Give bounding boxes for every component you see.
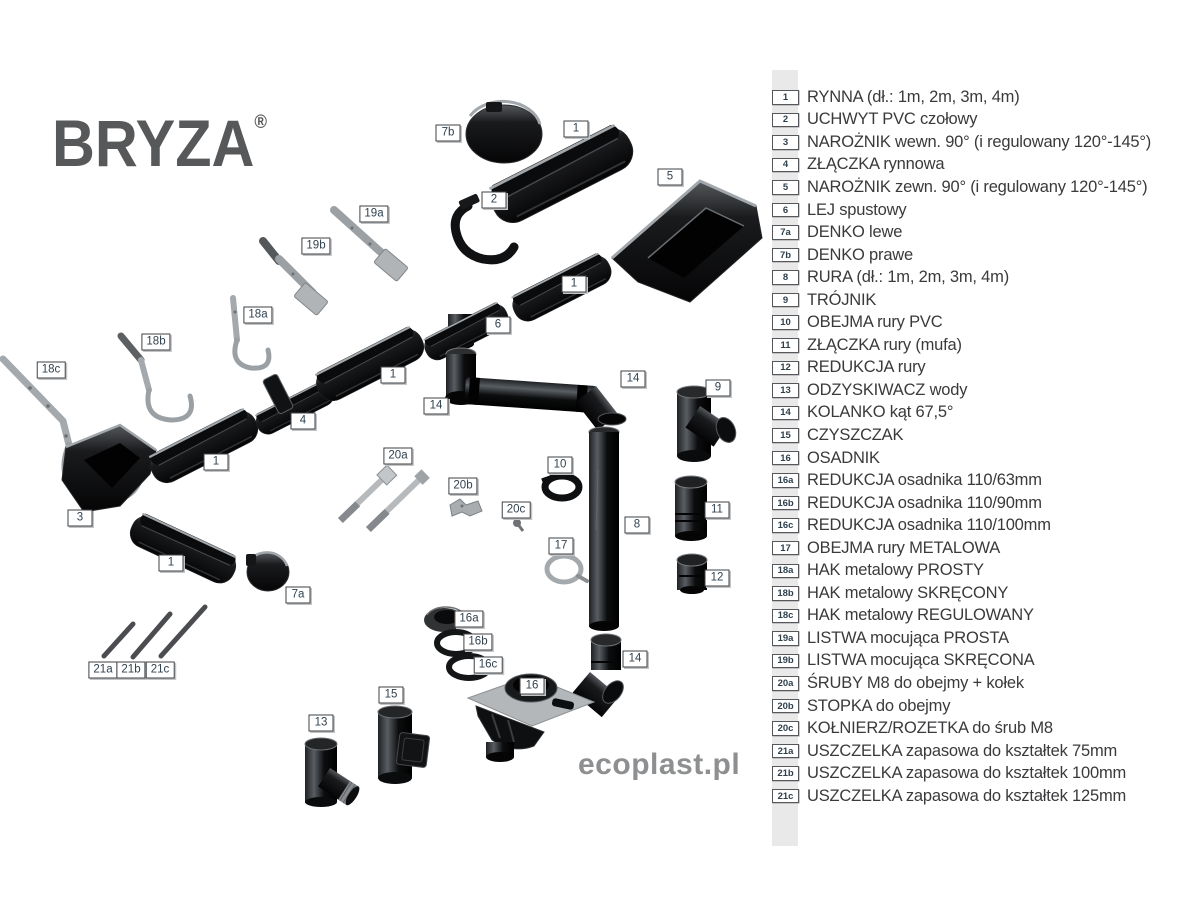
part-label-16a: 16a <box>454 611 483 628</box>
legend-item <box>772 514 1196 537</box>
part-label-3: 3 <box>68 510 93 527</box>
part-label-14: 14 <box>621 371 646 388</box>
part-label-1: 1 <box>564 121 589 138</box>
part-label-6: 6 <box>486 317 511 334</box>
legend-item-label: USZCZELKA zapasowa do kształtek 125mm <box>807 786 1127 805</box>
part-label-1: 1 <box>159 555 184 572</box>
legend-item-number: 15 <box>772 428 799 443</box>
part-label-19a: 19a <box>359 206 388 223</box>
legend-item-label: LISTWA mocująca SKRĘCONA <box>807 651 1035 670</box>
legend-item-label: UCHWYT PVC czołowy <box>807 110 978 129</box>
legend-item <box>772 672 1196 695</box>
legend-item-label: HAK metalowy SKRĘCONY <box>807 583 1009 602</box>
legend-item-number: 7a <box>772 225 799 240</box>
legend-item-number: 5 <box>772 180 799 195</box>
legend-item <box>772 244 1196 267</box>
legend-item-number: 19a <box>772 631 799 646</box>
legend-item-label: NAROŻNIK zewn. 90° (i regulowany 120°-145°) <box>807 177 1148 196</box>
legend-item-label: REDUKCJA osadnika 110/90mm <box>807 493 1042 512</box>
part-label-14: 14 <box>424 398 449 415</box>
legend-item <box>772 627 1196 650</box>
legend-item <box>772 582 1196 605</box>
legend-item-label: LISTWA mocująca PROSTA <box>807 628 1009 647</box>
legend-item <box>772 492 1196 515</box>
legend-item <box>772 154 1196 177</box>
legend-item-number: 21a <box>772 744 799 759</box>
legend-item <box>772 86 1196 109</box>
part-label-18a: 18a <box>243 307 272 324</box>
legend-item <box>772 762 1196 785</box>
legend-item <box>772 605 1196 628</box>
part-label-18c: 18c <box>37 362 66 379</box>
legend-item-label: STOPKA do obejmy <box>807 696 951 715</box>
legend-item <box>772 402 1196 425</box>
legend-item-label: RURA (dł.: 1m, 2m, 3m, 4m) <box>807 268 1010 287</box>
legend-item <box>772 537 1196 560</box>
legend-item-label: DENKO lewe <box>807 223 903 242</box>
legend-item-number: 17 <box>772 541 799 556</box>
part-label-2: 2 <box>482 192 507 209</box>
legend-item <box>772 695 1196 718</box>
legend-item-number: 2 <box>772 113 799 128</box>
legend-item-number: 20a <box>772 676 799 691</box>
part-label-1: 1 <box>204 454 229 471</box>
part-label-1: 1 <box>562 276 587 293</box>
part-label-20b: 20b <box>448 478 477 495</box>
legend-item-label: HAK metalowy REGULOWANY <box>807 606 1034 625</box>
part-label-16b: 16b <box>463 634 492 651</box>
part-label-21b: 21b <box>116 662 145 679</box>
legend-item-number: 18c <box>772 609 799 624</box>
part-label-12: 12 <box>705 570 730 587</box>
legend-item-label: OSADNIK <box>807 448 880 467</box>
part-label-10: 10 <box>548 457 573 474</box>
legend-item-number: 13 <box>772 383 799 398</box>
legend-item-label: LEJ spustowy <box>807 200 907 219</box>
legend-item <box>772 469 1196 492</box>
part-label-7b: 7b <box>436 125 461 142</box>
part-label-7a: 7a <box>286 587 311 604</box>
part-label-20c: 20c <box>502 502 531 519</box>
legend-item <box>772 740 1196 763</box>
legend-item-label: ZŁĄCZKA rynnowa <box>807 155 945 174</box>
legend-list <box>772 86 1196 808</box>
legend-item-number: 20c <box>772 721 799 736</box>
legend-item-number: 7b <box>772 248 799 263</box>
part-label-1: 1 <box>381 367 406 384</box>
part-label-5: 5 <box>658 169 683 186</box>
legend-item-number: 9 <box>772 293 799 308</box>
part-label-18b: 18b <box>141 334 170 351</box>
legend-item <box>772 289 1196 312</box>
part-label-14: 14 <box>623 651 648 668</box>
legend-item <box>772 785 1196 808</box>
legend-item-number: 21b <box>772 766 799 781</box>
legend-item-label: ZŁĄCZKA rury (mufa) <box>807 335 962 354</box>
part-label-21c: 21c <box>146 662 175 679</box>
legend-item-label: RYNNA (dł.: 1m, 2m, 3m, 4m) <box>807 87 1020 106</box>
legend-item-number: 21c <box>772 789 799 804</box>
legend-item-label: CZYSZCZAK <box>807 425 904 444</box>
part-label-13: 13 <box>309 715 334 732</box>
legend-item-number: 16b <box>772 496 799 511</box>
legend-item-label: REDUKCJA osadnika 110/63mm <box>807 471 1042 490</box>
registered-trademark-symbol: ® <box>254 112 268 133</box>
legend-item-label: USZCZELKA zapasowa do kształtek 100mm <box>807 764 1127 783</box>
legend-item <box>772 559 1196 582</box>
part-label-19b: 19b <box>301 238 330 255</box>
legend-item-label: REDUKCJA rury <box>807 358 926 377</box>
legend-item-number: 20b <box>772 699 799 714</box>
legend-item-label: KOŁNIERZ/ROZETKA do śrub M8 <box>807 719 1053 738</box>
legend-item-label: DENKO prawe <box>807 245 914 264</box>
legend-item <box>772 311 1196 334</box>
legend-item-number: 12 <box>772 361 799 376</box>
part-label-4: 4 <box>291 413 316 430</box>
legend-item-label: OBEJMA rury PVC <box>807 313 943 332</box>
part-label-16: 16 <box>520 678 545 695</box>
part-label-21a: 21a <box>88 662 117 679</box>
legend-item-label: NAROŻNIK wewn. 90° (i regulowany 120°-145°) <box>807 132 1152 151</box>
part-label-11: 11 <box>705 502 730 519</box>
part-label-15: 15 <box>379 687 404 704</box>
legend-item-label: ŚRUBY M8 do obejmy + kołek <box>807 673 1024 692</box>
legend-item <box>772 109 1196 132</box>
legend-item-number: 18a <box>772 564 799 579</box>
legend-item-number: 6 <box>772 203 799 218</box>
legend-item-label: ODZYSKIWACZ wody <box>807 380 968 399</box>
legend-item <box>772 357 1196 380</box>
legend-item <box>772 717 1196 740</box>
legend-item-number: 14 <box>772 406 799 421</box>
legend-item-label: OBEJMA rury METALOWA <box>807 538 1001 557</box>
legend-item <box>772 650 1196 673</box>
legend-item-label: HAK metalowy PROSTY <box>807 561 984 580</box>
legend-item <box>772 424 1196 447</box>
part-label-9: 9 <box>706 380 731 397</box>
part-label-17: 17 <box>549 538 574 555</box>
legend-item-number: 19b <box>772 654 799 669</box>
legend-item-label: REDUKCJA osadnika 110/100mm <box>807 516 1051 535</box>
legend-item <box>772 176 1196 199</box>
legend-item <box>772 334 1196 357</box>
legend-item <box>772 221 1196 244</box>
legend-item-number: 1 <box>772 90 799 105</box>
legend-item-number: 10 <box>772 315 799 330</box>
legend-item <box>772 266 1196 289</box>
legend-item-label: TRÓJNIK <box>807 290 877 309</box>
part-label-16c: 16c <box>474 657 503 674</box>
legend-item <box>772 199 1196 222</box>
legend-item-label: USZCZELKA zapasowa do kształtek 75mm <box>807 741 1118 760</box>
part-label-8: 8 <box>625 517 650 534</box>
legend-item-number: 16a <box>772 473 799 488</box>
legend-item <box>772 131 1196 154</box>
legend-item-number: 4 <box>772 158 799 173</box>
website-text: ecoplast.pl <box>578 748 741 781</box>
legend-item <box>772 447 1196 470</box>
legend-item-number: 16c <box>772 518 799 533</box>
brand-logo <box>52 106 268 180</box>
legend-item-number: 16 <box>772 451 799 466</box>
brand-logo-text: BRYZA <box>52 106 255 180</box>
legend-item-number: 18b <box>772 586 799 601</box>
legend-item-number: 11 <box>772 338 799 353</box>
legend-item-number: 3 <box>772 135 799 150</box>
legend-item <box>772 379 1196 402</box>
legend-item-number: 8 <box>772 270 799 285</box>
legend-item-label: KOLANKO kąt 67,5° <box>807 403 954 422</box>
part-label-20a: 20a <box>383 448 412 465</box>
